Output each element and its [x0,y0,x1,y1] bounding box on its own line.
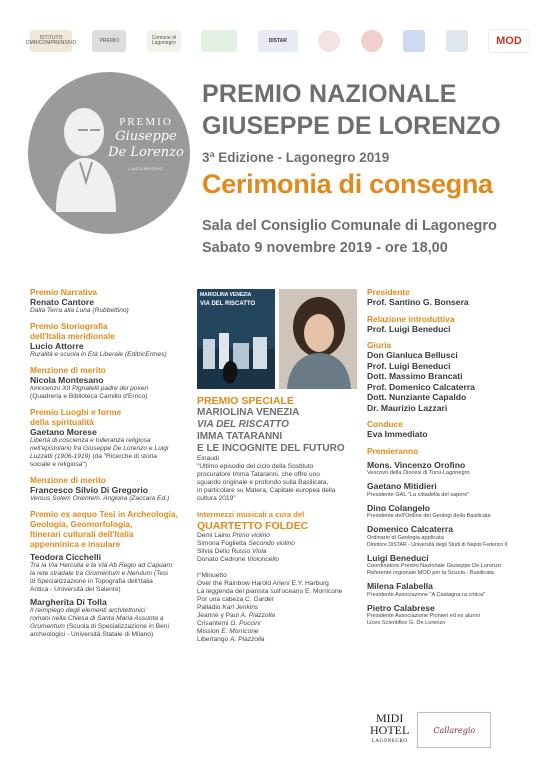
ceremony-title: Cerimonia di consegna [202,169,493,199]
city-illustration-icon [197,319,275,389]
logo-red [361,30,383,52]
winner-name: Teodora Cicchelli [30,552,101,562]
venue: Sala del Consiglio Comunale di Lagonegro [202,218,497,234]
jury-member: Don Gianluca Bellusci [367,350,458,360]
musician: Demi Laino [197,532,231,539]
presenter-role: Presidente dell'Ordine dei Geologi della Basilicata [367,513,491,519]
winner-desc: archeologici - Università Statale di Milano) [30,631,154,638]
logo-geologi [318,30,340,52]
emblem-name2: De Lorenzo [108,145,184,160]
winner-desc: Il reimpiego degli elementi architettonici [30,607,146,614]
presenter-role: Presidente GAL "La cittadella del sapere" [367,491,470,498]
winner-desc: Dalla Terra alla Luna (Rubbettino) [30,307,129,314]
musician: Donato Cedrone [197,556,246,563]
jury-member: Dott. Nunziante Capaldo [367,392,467,402]
logo-blue [403,30,425,52]
program-item: La leggenda del pianista sull'oceano E. Morricone [197,588,343,595]
midi-location: LAGONEGRO [371,739,408,744]
emblem-name1: Giuseppe [115,129,177,144]
composer: C. Gardel [245,596,274,603]
winner-desc: Grumentum [30,623,65,630]
program-item: Over the Rainbow Harold Arlen/ E.Y. Harburg [197,580,329,587]
section-title: Relazione introduttiva [367,313,455,324]
organization-column [367,287,532,627]
premio-emblem [28,72,190,234]
sponsor-logos [25,28,530,54]
section-title: Conduce [367,419,403,429]
logo-school: ISTITUTO OMNICOMPRENSIVO [30,30,72,52]
presenter-name: Milena Falabella [367,581,433,591]
winner-desc: di Specializzazione in Topografia dell'Italia [30,578,153,585]
winner-desc: Antica - Università del Salento) [30,586,121,593]
composer: E. Morricone [221,628,259,635]
instrument: Violoncello [247,556,280,563]
instrument: Secondo violino [248,540,295,547]
main-title-line1: PREMIO NAZIONALE [202,80,457,108]
presenter-role: Direttore DiSTAR - Università degli Studi di Napoli Federico II [367,541,508,548]
section-title: dell'Italia meridionale [30,331,115,341]
composer: G. Puccini [230,620,261,627]
winner-desc: (Scuola di Specializzazione in Beni [66,623,169,630]
person-name: Prof. Luigi Beneduci [367,323,451,334]
footer-logos [370,712,530,748]
presenter-name: Mons. Vincenzo Orofino [367,459,466,470]
presenter-role: Coordinatore Premio Nazionale Giuseppe De Lorenzo [367,563,502,569]
presenter-role: Presidente Associazione Pionieri ed ex alunni [367,613,480,619]
publisher: Einaudi [197,455,219,462]
jury-member: Dr. Maurizio Lazzari [367,402,448,413]
callaregio-logo: Callaregio [417,712,491,748]
section-title: Menzione di merito [30,365,106,375]
book-cover-title: MARIOLINA VENEZIA [200,292,252,298]
presenter-role: Referente regionale MOD per la Scuola - Basilicata [367,570,494,576]
jury-member: Prof. Luigi Beneduci [367,360,451,371]
quote-line: cultura 2019" [197,495,236,502]
jury-member: Dott. Massimo Brancati [367,371,463,381]
special-prize-title: PREMIO SPECIALE [197,395,294,407]
winner-desc: Tra la Via Herculia e la Via Ab Regio ad Capuam: [30,562,174,569]
winner-desc: (da "Ricerche di storia [92,453,157,460]
winner-desc: Versus Solem Orientem. Anglona (Zaccara Ed.) [30,495,170,502]
person-name: Prof. Santino G. Bonsera [367,297,469,307]
special-prize-line3: IMMA TATARANNI [197,431,283,442]
presenter-role: Ordinario di Geologia applicata [367,534,444,541]
section-title: Premio Luoghi e forme [30,407,122,417]
program-item: Jeanne y Paul [197,612,239,619]
instrument: Viola [251,548,267,555]
main-title-line2: GIUSEPPE DE LORENZO [202,112,501,140]
quote-line: procuratore Imma Tataranni, che offre uno [197,471,320,478]
composer: A. Piazzolla [240,612,276,619]
presenter-name: Pietro Calabrese [367,602,435,613]
section-title: Premieranno [367,445,419,456]
section-title: Geologia, Geomorfologia, [30,519,133,529]
edition: 3ª Edizione - Lagonegro 2019 [202,150,390,165]
special-prize-author: MARIOLINA VENEZIA [197,407,300,418]
section-title: Premio Narrativa [30,287,98,297]
winner-desc: (Tesi [153,570,168,577]
special-prize-column [197,289,357,644]
program-item: I°Minuetto [197,572,227,579]
logo-comune: Comune di Lagonegro [147,30,181,52]
section-title: della spiritualità [30,417,94,427]
presenter-name: Luigi Beneduci [367,552,429,563]
winner-desc: nell'epistolario fra Giuseppe De Lorenzo e Luigi [30,445,169,452]
book-cover [197,289,275,389]
quartet-name: QUARTETTO FOLDEC [197,520,309,532]
section-title: Premio ex aequo Tesi in Archeologia, [30,509,178,519]
quote-line: "Ultimo episodio del ciclo della Sostituto [197,463,314,470]
emblem-small: LAGONEGRO [128,166,164,171]
section-title: Menzione di merito [30,475,106,485]
winner-desc: la rete stradale tra Grumentum e Nerulum [30,570,153,577]
section-title: appenninica e insulare [30,539,121,549]
logo-distar: DISTAR [258,30,298,52]
program-item: Libertango [197,636,229,643]
winner-name: Renato Cantore [30,297,94,307]
winner-desc: Innocenzo XII Pignatelli padre dei poveri [30,385,149,392]
presenter-name: Dino Colangelo [367,502,431,513]
logo-gal [201,30,237,52]
presenter-role: Liceo Scientifico G. De Lorenzo [367,620,446,626]
author-photo [279,289,357,389]
logo-mod: MOD [488,29,530,53]
winner-name: Margherita Di Tolla [30,597,107,607]
music-heading: Intermezzi musicali a cura del [197,510,305,519]
presenter-name: Gaetano Mitidieri [367,481,437,491]
awards-column [30,287,188,639]
program-item: Crisantemi [197,620,229,627]
section-title: Premio Storiografia [30,321,108,331]
special-prize-line4: E LE INCOGNITE DEL FUTURO [197,443,345,454]
presenter-name: Domenico Calcaterra [367,524,453,534]
program-item: Palladio [197,604,221,611]
musician: Simona Foglietta [197,540,247,547]
logo-g [446,30,468,52]
person-name: Eva Immediato [367,429,428,439]
winner-desc: (Quadreria e Biblioteca Camillo d'Errico) [30,393,148,400]
presenter-role: Presidente Associazione "A Castagna ra critica" [367,591,486,598]
winner-desc: Libertà di coscienza e tolleranza religiosa [30,437,151,444]
event-date: Sabato 9 novembre 2019 - ore 18,00 [202,240,448,256]
quote-line: sguardo originale e profondo sulla Basilicata, [197,479,329,486]
winner-name: Nicola Montesano [30,375,104,385]
hotel-text: HOTEL [370,723,410,737]
section-title: Presidente [367,287,410,297]
winner-desc: Ruralità e scuola in Età Liberale (EditricErmes) [30,351,167,358]
program-item: Mission [197,628,220,635]
book-cover-subtitle: VIA DEL RISCATTO [200,301,256,307]
author-portrait-icon [279,289,357,389]
instrument: Primo violino [232,532,270,539]
section-title: Giuria [367,340,392,350]
musician: Silvia Dello Russo [197,548,251,555]
midi-text: MIDI [376,711,404,725]
winner-desc: sociale e religiosa") [30,461,87,468]
jury-member: Prof. Domenico Calcaterra [367,381,475,392]
presenter-role: Vescovo della Diocesi di Tursi-Lagonegro [367,470,470,476]
quote-line: in particolare su Matera, Capitale europea della [197,487,336,494]
logo-premio: PREMIO [92,30,126,52]
special-prize-book: VIA DEL RISCATTO [197,419,289,430]
midi-hotel-logo [370,712,409,748]
program-item: Por una cabeza [197,596,244,603]
emblem-premio: PREMIO [119,116,173,128]
winner-desc: Luzzatti (1906-1919) [30,453,91,460]
winner-name: Gaetano Morese [30,427,97,437]
winner-desc: romani nella Chiesa di Santa Maria Assunta a [30,615,164,622]
composer: Karl Jenkins [222,604,259,611]
winner-name: Francesco Silvio Di Gregorio [30,485,148,495]
section-title: Itinerari culturali dell'Italia [30,529,134,539]
composer: A. Piazzolla [230,636,265,643]
winner-name: Lucio Attorre [30,341,84,351]
